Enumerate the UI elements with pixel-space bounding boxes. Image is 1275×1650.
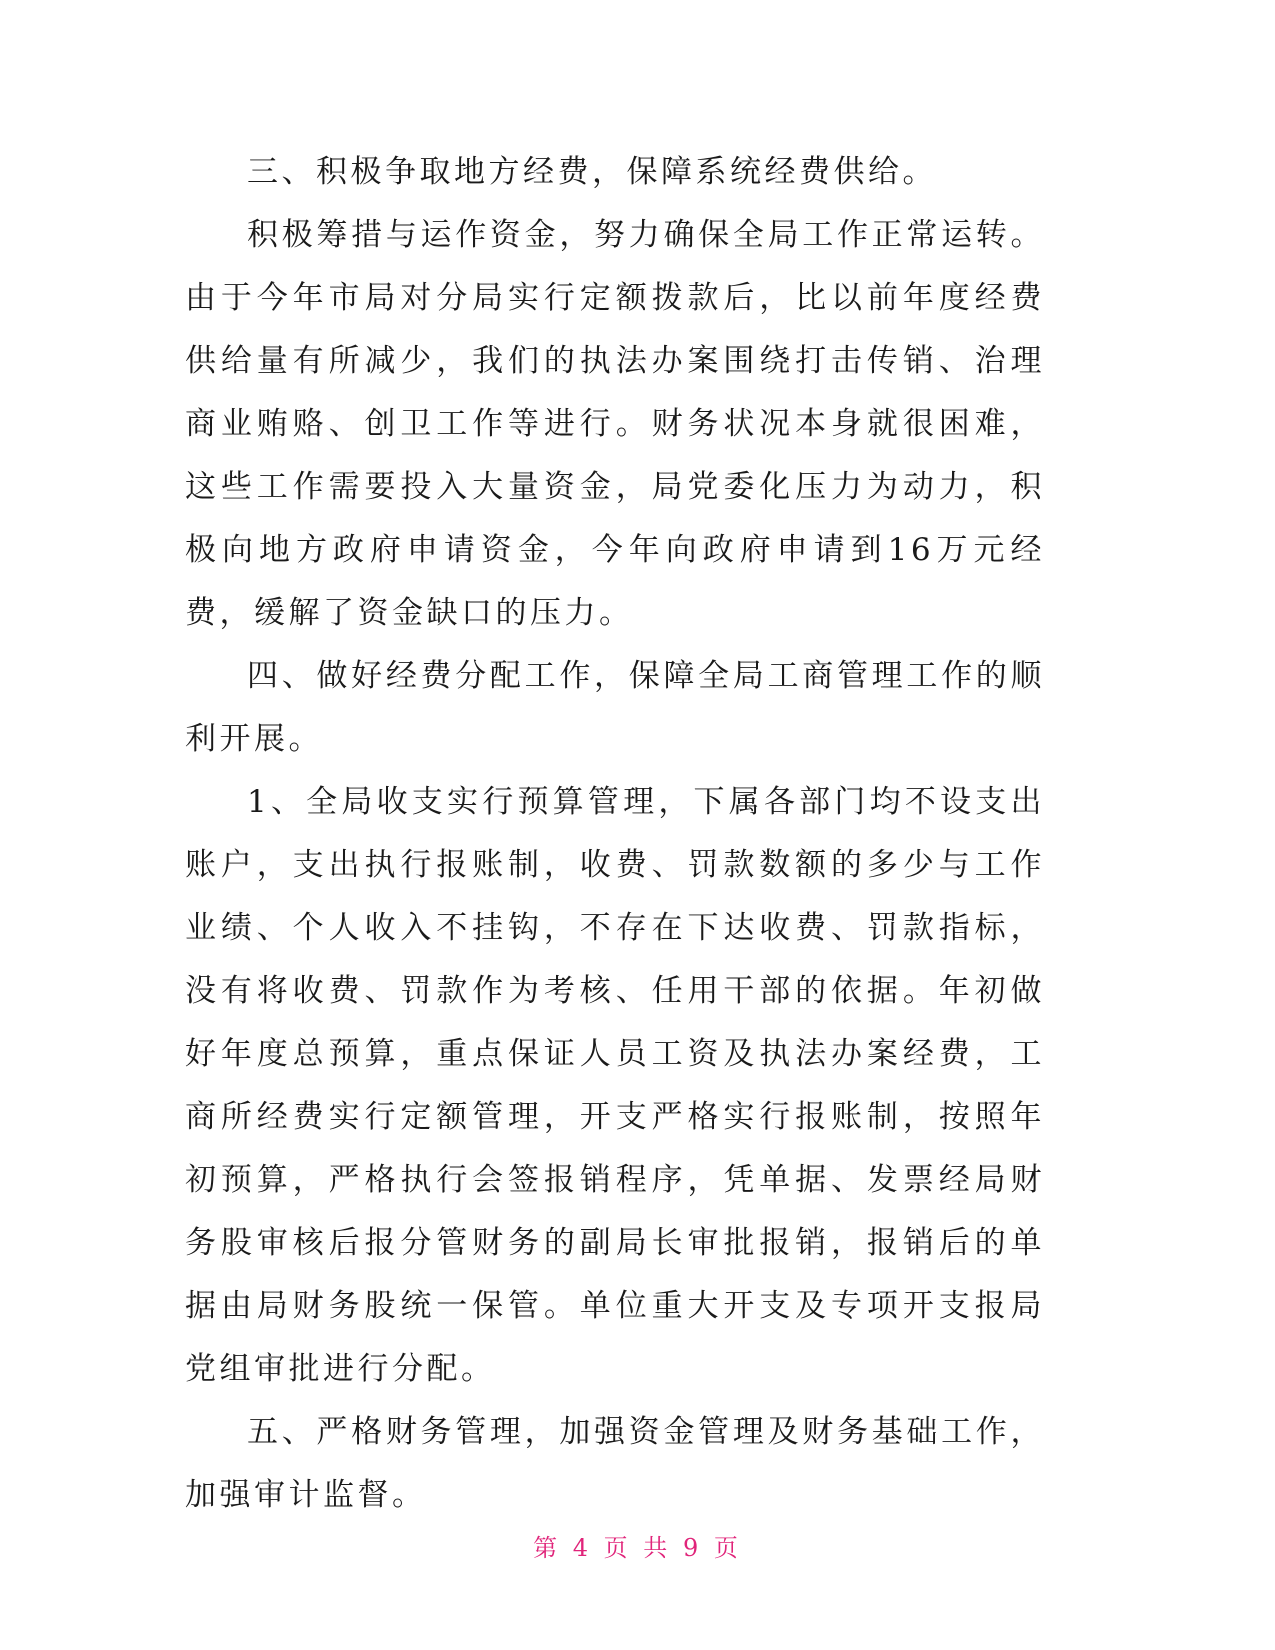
section-heading-3: 三、积极争取地方经费，保障系统经费供给。 (247, 154, 937, 190)
document-body (185, 141, 1045, 1527)
section-heading-5: 五、严格财务管理，加强资金管理及财务基础工作，加强审计监督。 (185, 1414, 1045, 1513)
footer-suffix: 页 (713, 1534, 742, 1562)
body-paragraph: 积极筹措与运作资金，努力确保全局工作正常运转。由于今年市局对分局实行定额拨款后，比以前年度经费供给量有所减少，我们的执法办案围绕打击传销、治理商业贿赂、创卫工作等进行。财务状况本身就很困难，这些工作需要投入大量资金，局党委化压力为动力，积极向地方政府申请资金，今年向政府申请到16万元经费，缓解了资金缺口的压力。 (185, 217, 1045, 631)
page-number-footer (0, 1528, 1275, 1563)
total-pages-number: 9 (682, 1534, 703, 1562)
footer-middle: 页 共 (603, 1534, 672, 1562)
current-page-number: 4 (572, 1534, 593, 1562)
section-heading-4: 四、做好经费分配工作，保障全局工商管理工作的顺利开展。 (185, 658, 1045, 757)
body-paragraph: 1、全局收支实行预算管理，下属各部门均不设支出账户，支出执行报账制，收费、罚款数额的多少与工作业绩、个人收入不挂钩，不存在下达收费、罚款指标，没有将收费、罚款作为考核、任用干部的依据。年初做好年度总预算，重点保证人员工资及执法办案经费，工商所经费实行定额管理，开支严格实行报账制，按照年初预算，严格执行会签报销程序，凭单据、发票经局财务股审核后报分管财务的副局长审批报销，报销后的单据由局财务股统一保管。单位重大开支及专项开支报局党组审批进行分配。 (185, 784, 1045, 1387)
footer-prefix: 第 (533, 1534, 562, 1562)
